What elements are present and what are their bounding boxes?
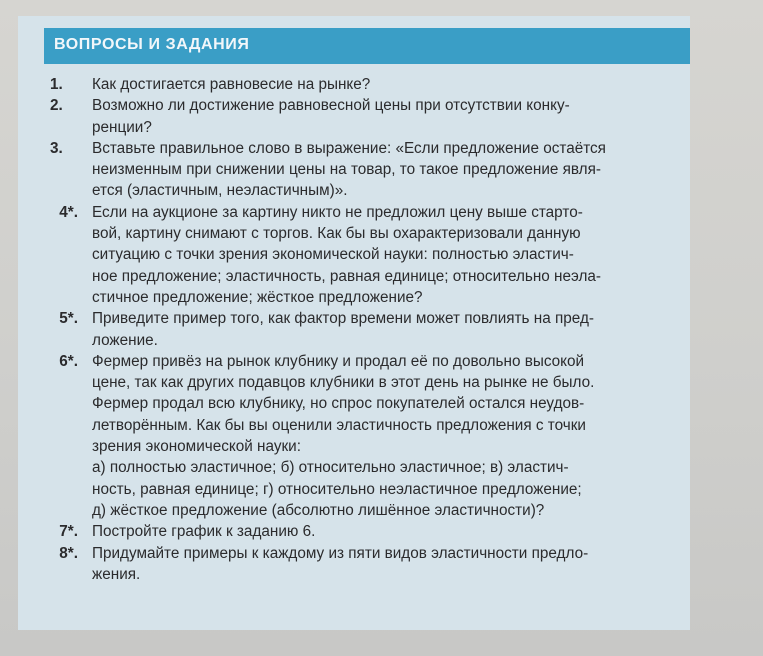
question-text-line: ное предложение; эластичность, равная единице; относительно неэла- bbox=[92, 267, 601, 285]
question-text-line: ренции? bbox=[92, 118, 152, 136]
question-text-line: неизменным при снижении цены на товар, то такое предложение явля- bbox=[92, 161, 601, 179]
question-text-line: Фермер привёз на рынок клубнику и продал её по довольно высокой bbox=[92, 352, 585, 370]
question-item bbox=[20, 74, 680, 95]
question-text-line: Возможно ли достижение равновесной цены при отсутствии конку- bbox=[92, 97, 570, 115]
question-text-line: жения. bbox=[92, 565, 141, 583]
question-text-line: Если на аукционе за картину никто не предложил цену выше старто- bbox=[92, 203, 583, 221]
question-number: 5*. bbox=[59, 310, 78, 328]
question-text-line: Вставьте правильное слово в выражение: «Если предложение остаётся bbox=[92, 139, 606, 157]
question-text-line: Придумайте примеры к каждому из пяти видов эластичности предло- bbox=[92, 544, 589, 562]
question-item bbox=[20, 351, 680, 521]
question-item bbox=[20, 138, 680, 202]
question-number: 7*. bbox=[59, 523, 78, 541]
question-text-line: ность, равная единице; г) относительно неэластичное предложение; bbox=[92, 480, 582, 498]
question-text-line: Как достигается равновесие на рынке? bbox=[92, 76, 371, 93]
question-number: 4*. bbox=[59, 203, 78, 221]
question-text-line: вой, картину снимают с торгов. Как бы вы охарактеризовали данную bbox=[92, 225, 581, 243]
question-number: 2. bbox=[50, 97, 63, 115]
question-number: 1. bbox=[50, 76, 63, 93]
question-text-line: ситуацию с точки зрения экономической науки: полностью эластич- bbox=[92, 246, 574, 264]
question-text-line: Постройте график к заданию 6. bbox=[92, 523, 316, 541]
question-text-line: цене, так как других подавцов клубники в этот день на рынке не было. bbox=[92, 374, 595, 392]
question-item bbox=[20, 202, 680, 308]
question-text-line: а) полностью эластичное; б) относительно эластичное; в) эластич- bbox=[92, 459, 569, 477]
question-text-line: летворённым. Как бы вы оценили эластичность предложения с точки bbox=[92, 416, 586, 434]
question-text-line: Фермер продал всю клубнику, но спрос покупателей остался неудов- bbox=[92, 395, 585, 413]
question-number: 3. bbox=[50, 139, 63, 157]
question-text-line: ется (эластичным, неэластичным)». bbox=[92, 182, 348, 200]
question-text-line: д) жёсткое предложение (абсолютно лишённое эластичности)? bbox=[92, 501, 545, 519]
question-item bbox=[20, 95, 680, 138]
question-number: 6*. bbox=[59, 352, 78, 370]
question-item bbox=[20, 543, 680, 586]
question-text-line: ложение. bbox=[92, 331, 158, 349]
question-item bbox=[20, 521, 680, 542]
question-list bbox=[20, 74, 680, 585]
section-title: ВОПРОСЫ И ЗАДАНИЯ bbox=[54, 36, 250, 53]
question-item bbox=[20, 308, 680, 351]
section-header bbox=[44, 28, 690, 64]
question-text-line: стичное предложение; жёсткое предложение? bbox=[92, 288, 423, 306]
question-number: 8*. bbox=[59, 544, 78, 562]
question-text-line: Приведите пример того, как фактор времени может повлиять на пред- bbox=[92, 310, 594, 328]
question-text-line: зрения экономической науки: bbox=[92, 438, 301, 456]
